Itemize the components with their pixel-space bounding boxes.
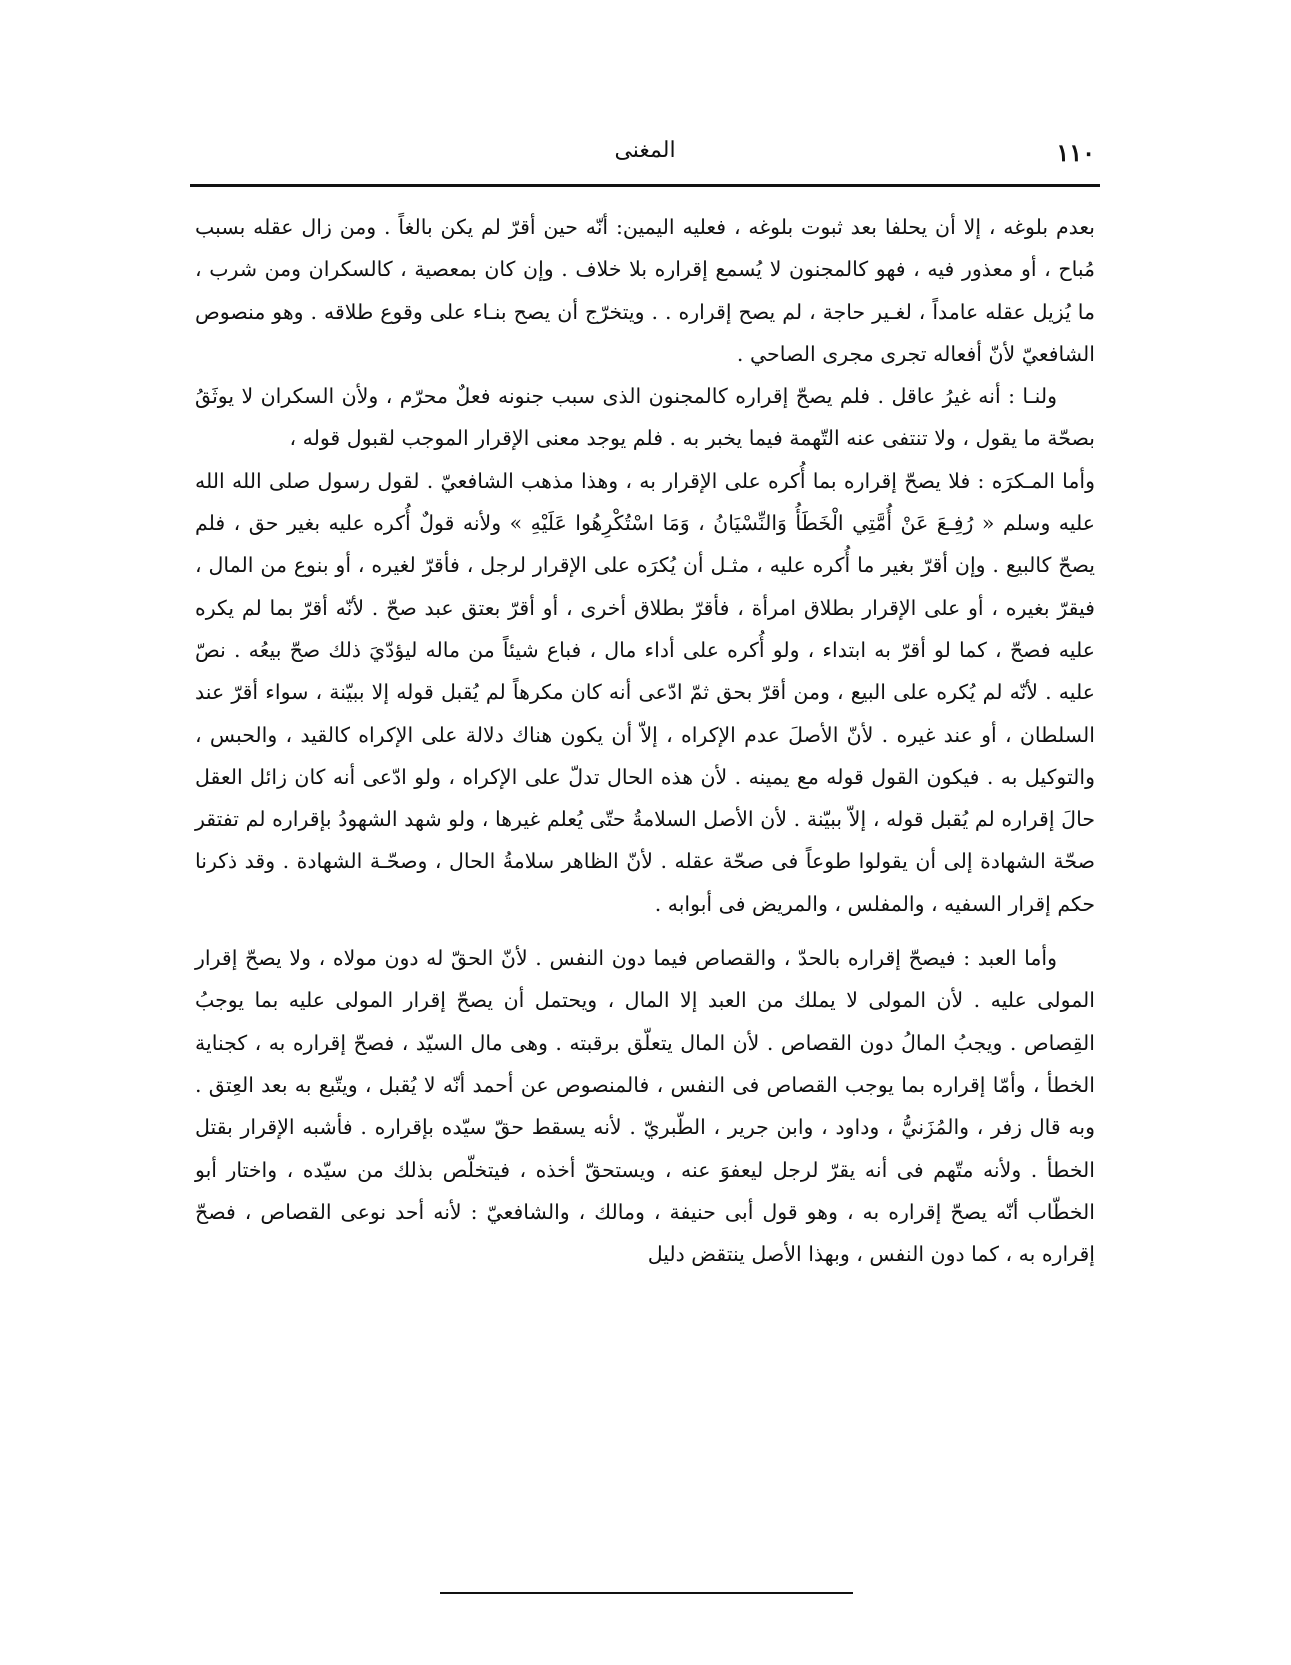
paragraph: ولنـا : أنه غيرُ عاقل . فلم يصحّ إقراره كالمجنون الذى سبب جنونه فعلٌ محرّم ، ولأن السكران لا يوثَقُ بصحّة ما يقول ، ولا تنتفى عنه التّهمة فيما يخبر به . فلم يوجد معنى الإقرار الموجب لقبول قوله ، xyxy=(195,384,1095,451)
header-rule xyxy=(190,184,1100,187)
body-text xyxy=(195,206,1095,1275)
footer-rule xyxy=(440,1592,853,1594)
paragraph: وأما العبد : فيصحّ إقراره بالحدّ ، والقصاص فيما دون النفس . لأنّ الحقّ له دون مولاه ، ولا يصحّ إقرار المولى عليه . لأن المولى لا يملك من العبد إلا المال ، ويحتمل أن يصحّ إقرار المولى عليه بما يوجبُ القِصاص . ويجبُ المالُ دون القصاص . لأن المال يتعلّق برقبته . وهى مال السيّد ، فصحّ إقراره به ، كجناية الخطأ ، وأمّا إقراره بما يوجب القصاص فى النفس ، فالمنصوص عن أحمد أنّه لا يُقبل ، ويتّبع به بعد العِتق . وبه قال زفر ، والمُزَنيُّ ، وداود ، وابن جرير ، الطّبريّ . لأنه يسقط حقّ سيّده بإقراره . فأشبه الإقرار بقتل الخطأ . ولأنه متّهم فى أنه يقرّ لرجل ليعفوَ عنه ، ويستحقّ أخذه ، فيتخلّص بذلك من سيّده ، واختار أبو الخطّاب أنّه يصحّ إقراره به ، وهو قول أبى حنيفة ، ومالك ، والشافعيّ : لأنه أحد نوعى القصاص ، فصحّ إقراره به ، كما دون النفس ، وبهذا الأصل ينتقض دليل xyxy=(195,946,1095,1267)
page-header xyxy=(195,138,1095,174)
page-number: ١١٠ xyxy=(1056,138,1095,167)
paragraph: بعدم بلوغه ، إلا أن يحلفا بعد ثبوت بلوغه ، فعليه اليمين: أنّه حين أقرّ لم يكن بالغاً . ومن زال عقله بسبب مُباح ، أو معذور فيه ، فهو كالمجنون لا يُسمع إقراره بلا خلاف . وإن كان بمعصية ، كالسكران ومن شرب ، ما يُزيل عقله عامداً ، لغـير حاجة ، لم يصح إقراره . . ويتخرّج أن يصح بنـاء على وقوع طلاقه . وهو منصوص الشافعيّ لأنّ أفعاله تجرى مجرى الصاحي . xyxy=(195,215,1095,366)
paragraph: وأما المـكرَه : فلا يصحّ إقراره بما أُكره على الإقرار به ، وهذا مذهب الشافعيّ . لقول رسول صلى الله الله عليه وسلم « رُفِـعَ عَنْ أُمَّتِي الْخَطَأُ وَالنِّسْيَانُ ، وَمَا اسْتُكْرِهُوا عَلَيْهِ » ولأنه قولٌ أُكره عليه بغير حق ، فلم يصحّ كالبيع . وإن أقرّ بغير ما أُكره عليه ، مثـل أن يُكرَه على الإقرار لرجل ، فأقرّ لغيره ، أو بنوع من المال ، فيقرّ بغيره ، أو على الإقرار بطلاق امرأة ، فأقرّ بطلاق أخرى ، أو أقرّ بعتق عبد صحّ . لأنّه أقرّ بما لم يكره عليه فصحّ ، كما لو أقرّ به ابتداء ، ولو أُكره على أداء مال ، فباع شيئاً من ماله ليؤدّيَ ذلك صحّ بيعُه . نصّ عليه . لأنّه لم يُكره على البيع ، ومن أقرّ بحق ثمّ ادّعى أنه كان مكرهاً لم يُقبل قوله إلا ببيّنة ، سواء أقرّ عند السلطان ، أو عند غيره . لأنّ الأصلَ عدم الإكراه ، إلاّ أن يكون هناك دلالة على الإكراه كالقيد ، والحبس ، والتوكيل به . فيكون القول قوله مع يمينه . لأن هذه الحال تدلّ على الإكراه ، ولو ادّعى أنه كان زائل العقل حالَ إقراره لم يُقبل قوله ، إلاّ ببيّنة . لأن الأصل السلامةُ حتّى يُعلم غيرها ، ولو شهد الشهودُ بإقراره لم تفتقر صحّة الشهادة إلى أن يقولوا طوعاً فى صحّة عقله . لأنّ الظاهر سلامةُ الحال ، وصحّـة الشهادة . وقد ذكرنا حكم إقرار السفيه ، والمفلس ، والمريض فى أبوابه . xyxy=(195,468,1095,916)
running-title: المغنى xyxy=(614,138,676,163)
